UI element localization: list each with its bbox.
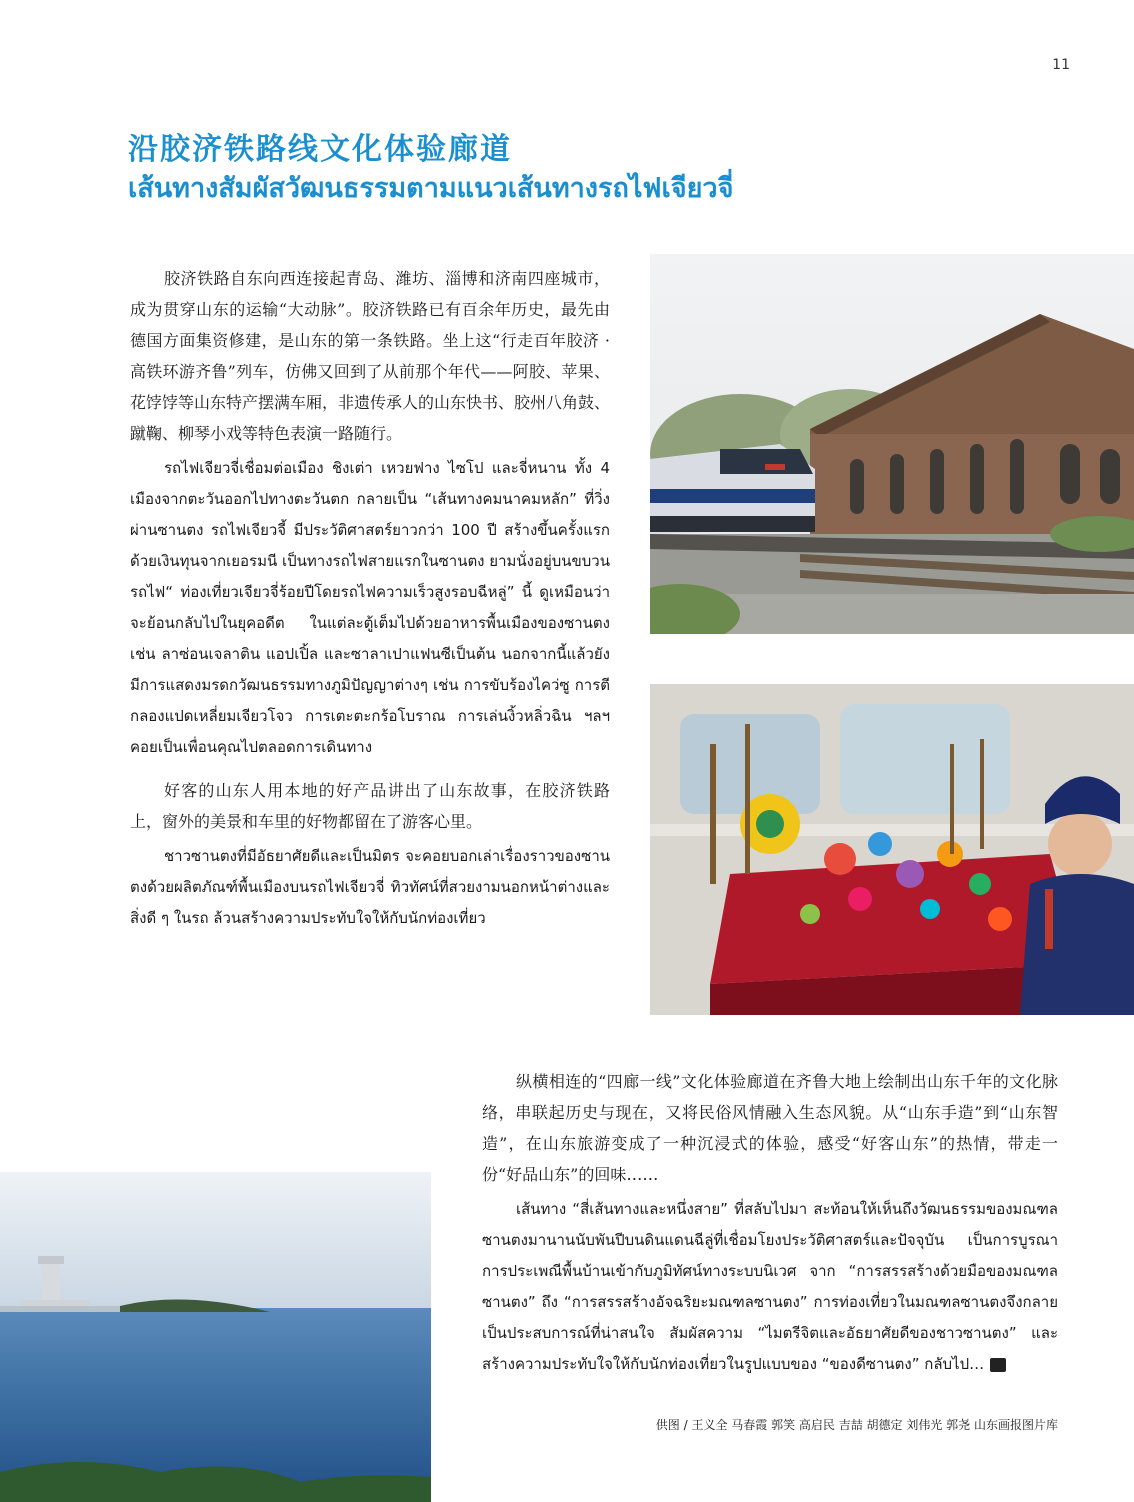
page-number: 11: [1052, 57, 1070, 73]
paragraph-right-zh: 纵横相连的“四廊一线”文化体验廊道在齐鲁大地上绘制出山东千年的文化脉络，串联起历史与现在，又将民俗风情融入生态风貌。从“山东手造”到“山东智造”，在山东旅游变成了一种沉浸式的体验，感受“好客山东”的热情，带走一份“好品山东”的回味……: [482, 1072, 1058, 1184]
paragraph-left-zh-2: 好客的山东人用本地的好产品讲出了山东故事，在胶济铁路上，窗外的美景和车里的好物都留在了游客心里。: [130, 781, 610, 831]
train-crafts-illustration: [650, 684, 1134, 1015]
paragraph-left-th-1: รถไฟเจียวจี่เชื่อมต่อเมือง ชิงเต่า เหวยฟาง ไซโป และจี่หนาน ทั้ง 4 เมืองจากตะวันออกไปทางตะวันตก กลายเป็น “เส้นทางคมนาคมหลัก” ที่วิ่งผ่านซานตง รถไฟเจียวจี้ มีประวัติศาสตร์ยาวกว่า 100 ปี สร้างขึ้นครั้งแรกด้วยเงินทุนจากเยอรมนี เป็นทางรถไฟสายแรกในซานตง ยามนั่งอยู่บนขบวนรถไฟ“ ท่องเที่ยวเจียวจี่ร้อยปีโดยรถไฟความเร็วสูงรอบฉีหลู่” นี้ ดูเหมือนว่าจะย้อนกลับไปในยุคอดีต ในแต่ละตู้เต็มไปด้วยอาหารพื้นเมืองของซานตง เช่น ลาซ่อนเจลาติน แอปเปิ้ล และซาลาเปาแฟนซีเป็นต้น นอกจากนี้แล้วยังมีการแสดงมรดกวัฒนธรรมทางภูมิปัญญาต่างๆ เช่น การขับร้องไคว่ซู การตีกลองแปดเหลี่ยมเจียวโจว การเตะตะกร้อโบราณ การเล่นงิ้วหลิ่วฉิน ฯลฯ คอยเป็นเพื่อนคุณไปตลอดการเดินทาง: [130, 459, 610, 756]
right-column: [482, 1066, 1058, 1380]
paragraph-left-th-2: ชาวซานตงที่มีอัธยาศัยดีและเป็นมิตร จะคอยบอกเล่าเรื่องราวของซานตงด้วยผลิตภัณฑ์พื้นเมืองบนรถไฟเจียวจี่ ทิวทัศน์ที่สวยงามนอกหน้าต่างและสิ่งดี ๆ ในรถ ล้วนสร้างความประทับใจให้กับนักท่องเที่ยว: [130, 847, 610, 927]
paragraph-right-th-text: เส้นทาง “สี่เส้นทางและหนึ่งสาย” ที่สลับไปมา สะท้อนให้เห็นถึงวัฒนธรรมของมณฑลซานตงมานานนับพันปีบนดินแดนฉีลู่ที่เชื่อมโยงประวัติศาสตร์และปัจจุบัน เป็นการบูรณาการประเพณีพื้นบ้านเข้ากับภูมิทัศน์ทางระบบนิเวศ จาก “การสรรสร้างด้วยมือของมณฑลซานตง” ถึง “การสรรสร้างอัจฉริยะมณฑลซานตง” การท่องเที่ยวในมณฑลซานตงจึงกลายเป็นประสบการณ์ที่น่าสนใจ สัมผัสความ “ไมตรีจิตและอัธยาศัยดีของชาวซานตง” และสร้างความประทับใจให้กับนักท่องเที่ยวในรูปแบบของ “ของดีซานตง” กลับไป…: [482, 1200, 1058, 1373]
photo-coast: [0, 1172, 431, 1502]
title-chinese: 沿胶济铁路线文化体验廊道: [128, 132, 512, 167]
paragraph-gap: [130, 763, 610, 775]
photo-credits: 供图 / 王义全 马春霞 郭笑 高启民 吉喆 胡德定 刘伟光 郭尧 山东画报图片库: [655, 1418, 1058, 1432]
coast-illustration: [0, 1172, 431, 1502]
left-column: [130, 263, 610, 934]
paragraph-right-th: [482, 1194, 1058, 1380]
photo-train-station: [650, 254, 1134, 634]
title-thai: เส้นทางสัมผัสวัฒนธรรมตามแนวเส้นทางรถไฟเจียวจี่: [128, 173, 734, 204]
end-mark-icon: 丝: [990, 1358, 1006, 1372]
photo-train-crafts: [650, 684, 1134, 1015]
paragraph-left-zh-1: 胶济铁路自东向西连接起青岛、潍坊、淄博和济南四座城市，成为贯穿山东的运输“大动脉”。胶济铁路已有百余年历史，最先由德国方面集资修建，是山东的第一条铁路。坐上这“行走百年胶济 · 高铁环游齐鲁”列车，仿佛又回到了从前那个年代——阿胶、苹果、花饽饽等山东特产摆满车厢，非遗传承人的山东快书、胶州八角鼓、蹴鞠、柳琴小戏等特色表演一路随行。: [130, 269, 611, 443]
train-station-illustration: [650, 254, 1134, 634]
